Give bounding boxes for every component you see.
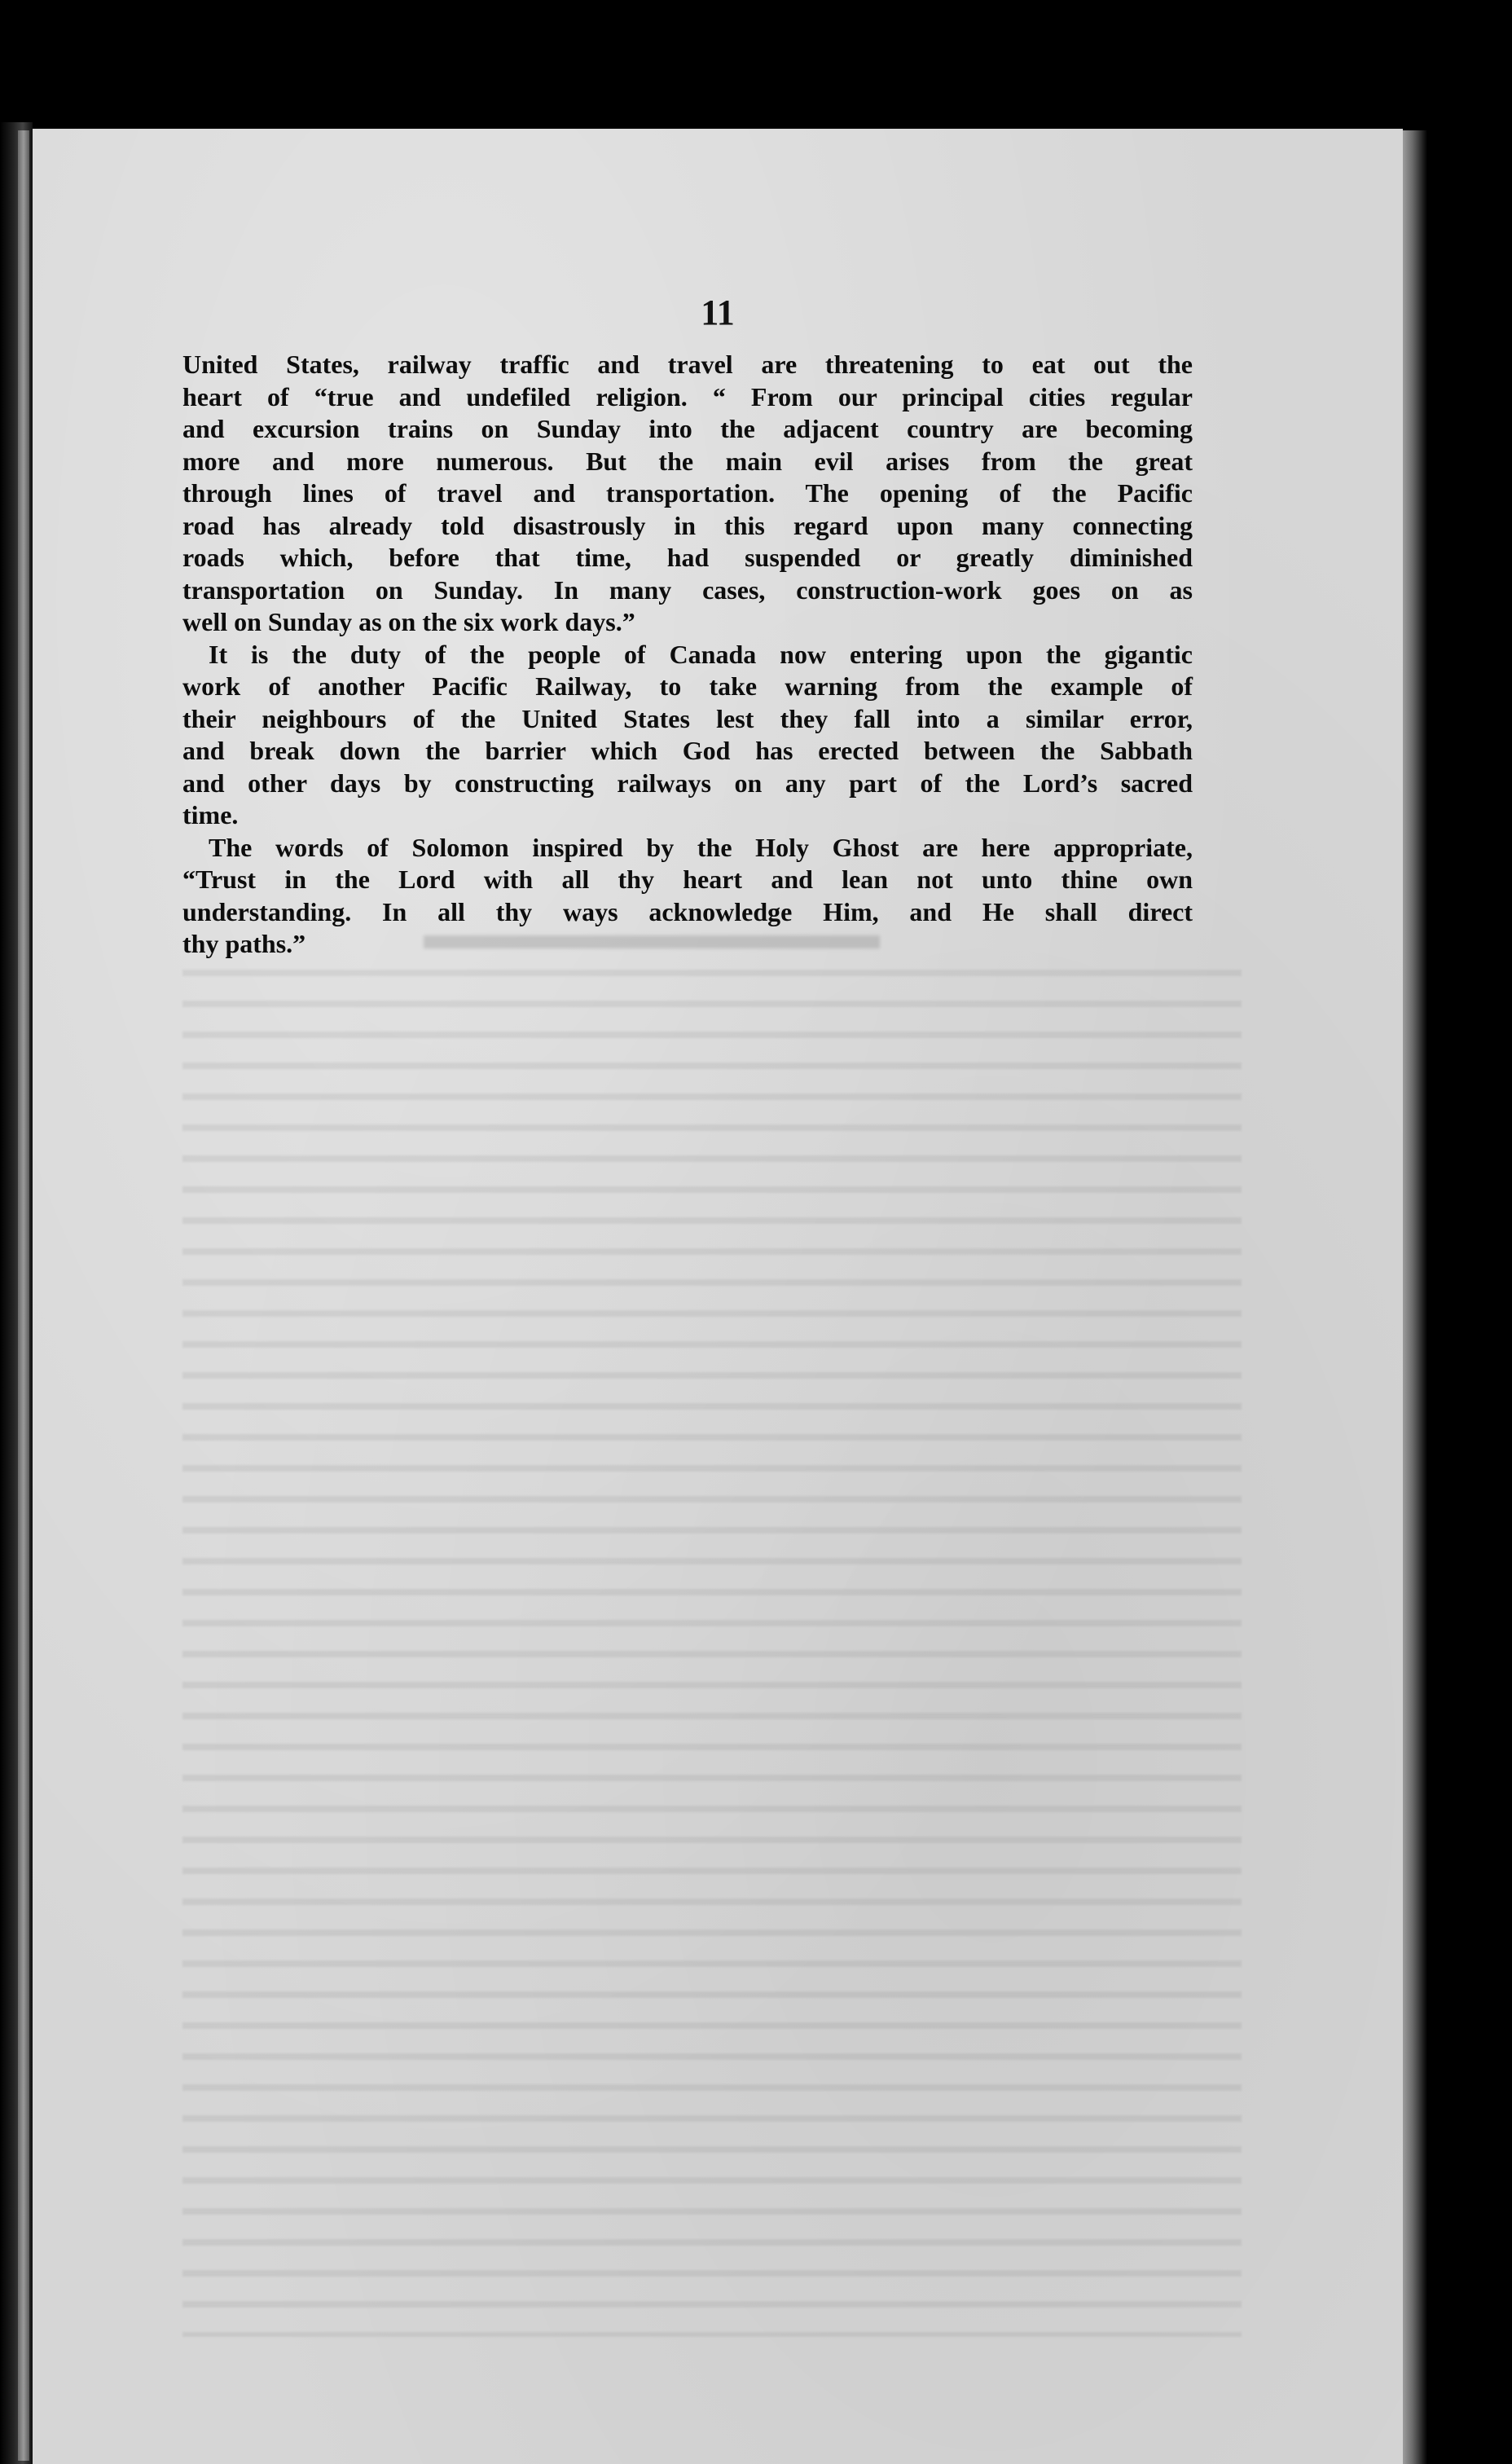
text-line: more and more numerous. But the main evil arises from the great bbox=[182, 446, 1193, 476]
text-line: roads which, before that time, had suspended or greatly diminished bbox=[182, 543, 1193, 572]
text-line: The words of Solomon inspired by the Holy Ghost are here appropriate, bbox=[209, 832, 1193, 862]
page-number: 11 bbox=[701, 293, 735, 332]
text-line: and other days by constructing railways on any part of the Lord’s sacred bbox=[182, 768, 1193, 798]
text-line: their neighbours of the United States lest they fall into a similar error, bbox=[182, 703, 1193, 733]
text-line: and break down the barrier which God has erected between the Sabbath bbox=[182, 736, 1193, 765]
text-line: through lines of travel and transportation. The opening of the Pacific bbox=[182, 478, 1193, 508]
scanned-page bbox=[33, 129, 1403, 2464]
text-line: heart of “true and undefiled religion. “ From our principal cities regular bbox=[182, 381, 1193, 411]
text-line: “Trust in the Lord with all thy heart and lean not unto thine own bbox=[182, 865, 1193, 894]
text-line: time. bbox=[182, 800, 239, 829]
text-line: transportation on Sunday. In many cases, construction-work goes on as bbox=[182, 574, 1193, 605]
text-line: It is the duty of the people of Canada now entering upon the gigantic bbox=[209, 639, 1193, 669]
bleed-through-text bbox=[182, 952, 1242, 2337]
body-text bbox=[182, 349, 1193, 961]
text-line: and excursion trains on Sunday into the adjacent country are becoming bbox=[182, 414, 1193, 443]
text-line: United States, railway traffic and travel are threatening to eat out the bbox=[182, 350, 1193, 379]
text-line: understanding. In all thy ways acknowledge Him, and He shall direct bbox=[182, 896, 1193, 926]
text-line: road has already told disastrously in this regard upon many connecting bbox=[182, 510, 1193, 540]
text-line: work of another Pacific Railway, to take warning from the example of bbox=[182, 671, 1193, 701]
text-line: well on Sunday as on the six work days.” bbox=[182, 607, 635, 636]
page-edge-shadow bbox=[1403, 130, 1427, 2464]
text-line: thy paths.” bbox=[182, 929, 306, 958]
binding-edge bbox=[18, 130, 29, 2461]
